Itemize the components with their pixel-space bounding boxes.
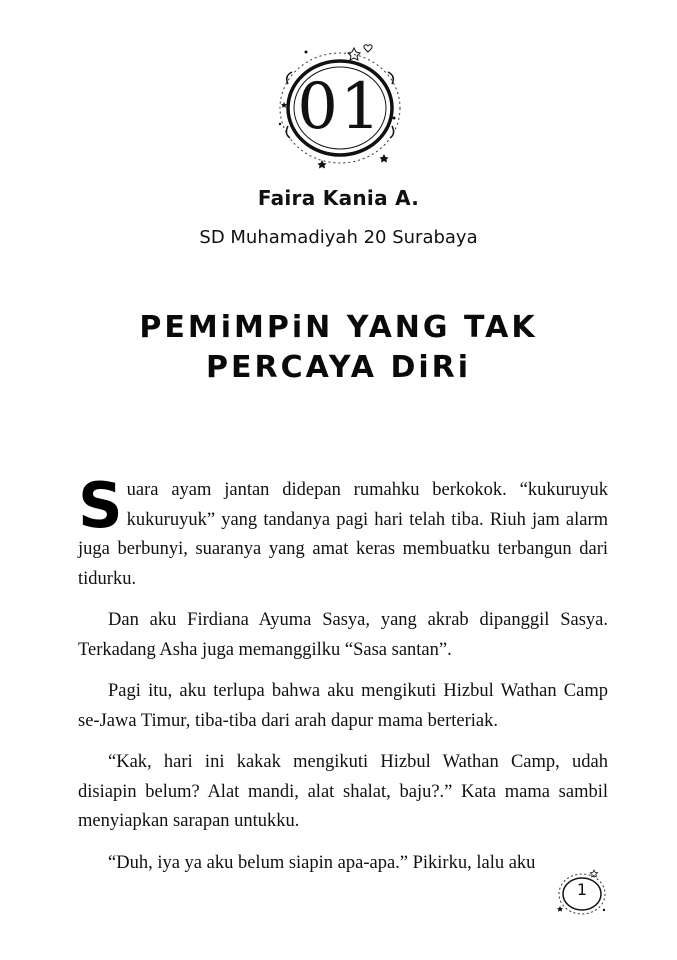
story-body — [78, 469, 608, 890]
paragraph-5: “Duh, iya ya aku belum siapin apa-apa.” Pikirku, lalu aku — [108, 852, 536, 873]
paragraph-1 — [78, 469, 608, 594]
drop-cap: S — [78, 469, 123, 542]
chapter-number: 01 — [297, 70, 383, 144]
paragraph-4: “Kak, hari ini kakak mengikuti Hizbul Wathan Camp, udah disiapin belum? Alat mandi, alat shalat, baju?.” Kata mama sambil menyiapkan sarapan untukku. — [78, 752, 608, 831]
paragraph-2: Dan aku Firdiana Ayuma Sasya, yang akrab dipanggil Sasya. Terkadang Asha juga memanggilku “Sasa santan”. — [78, 610, 608, 660]
story-title-line-2: PERCAYA DiRi — [205, 350, 472, 385]
paragraph-3: Pagi itu, aku terlupa bahwa aku mengikuti Hizbul Wathan Camp se-Jawa Timur, tiba-tiba dari arah dapur mama berteriak. — [78, 681, 608, 731]
paragraph-1-text: uara ayam jantan didepan rumahku berkokok. “kukuruyuk kukuruyuk” yang tandanya pagi hari telah tiba. Riuh jam alarm juga berbunyi, suaranya yang amat keras membuatku terbangun dari tidurku. — [78, 480, 608, 589]
page-number: 1 — [576, 880, 588, 899]
story-title-line-1: PEMiMPiN YANG TAK — [139, 310, 538, 345]
author-name: Faira Kania A. — [257, 186, 420, 210]
author-school: SD Muhamadiyah 20 Surabaya — [199, 227, 478, 248]
